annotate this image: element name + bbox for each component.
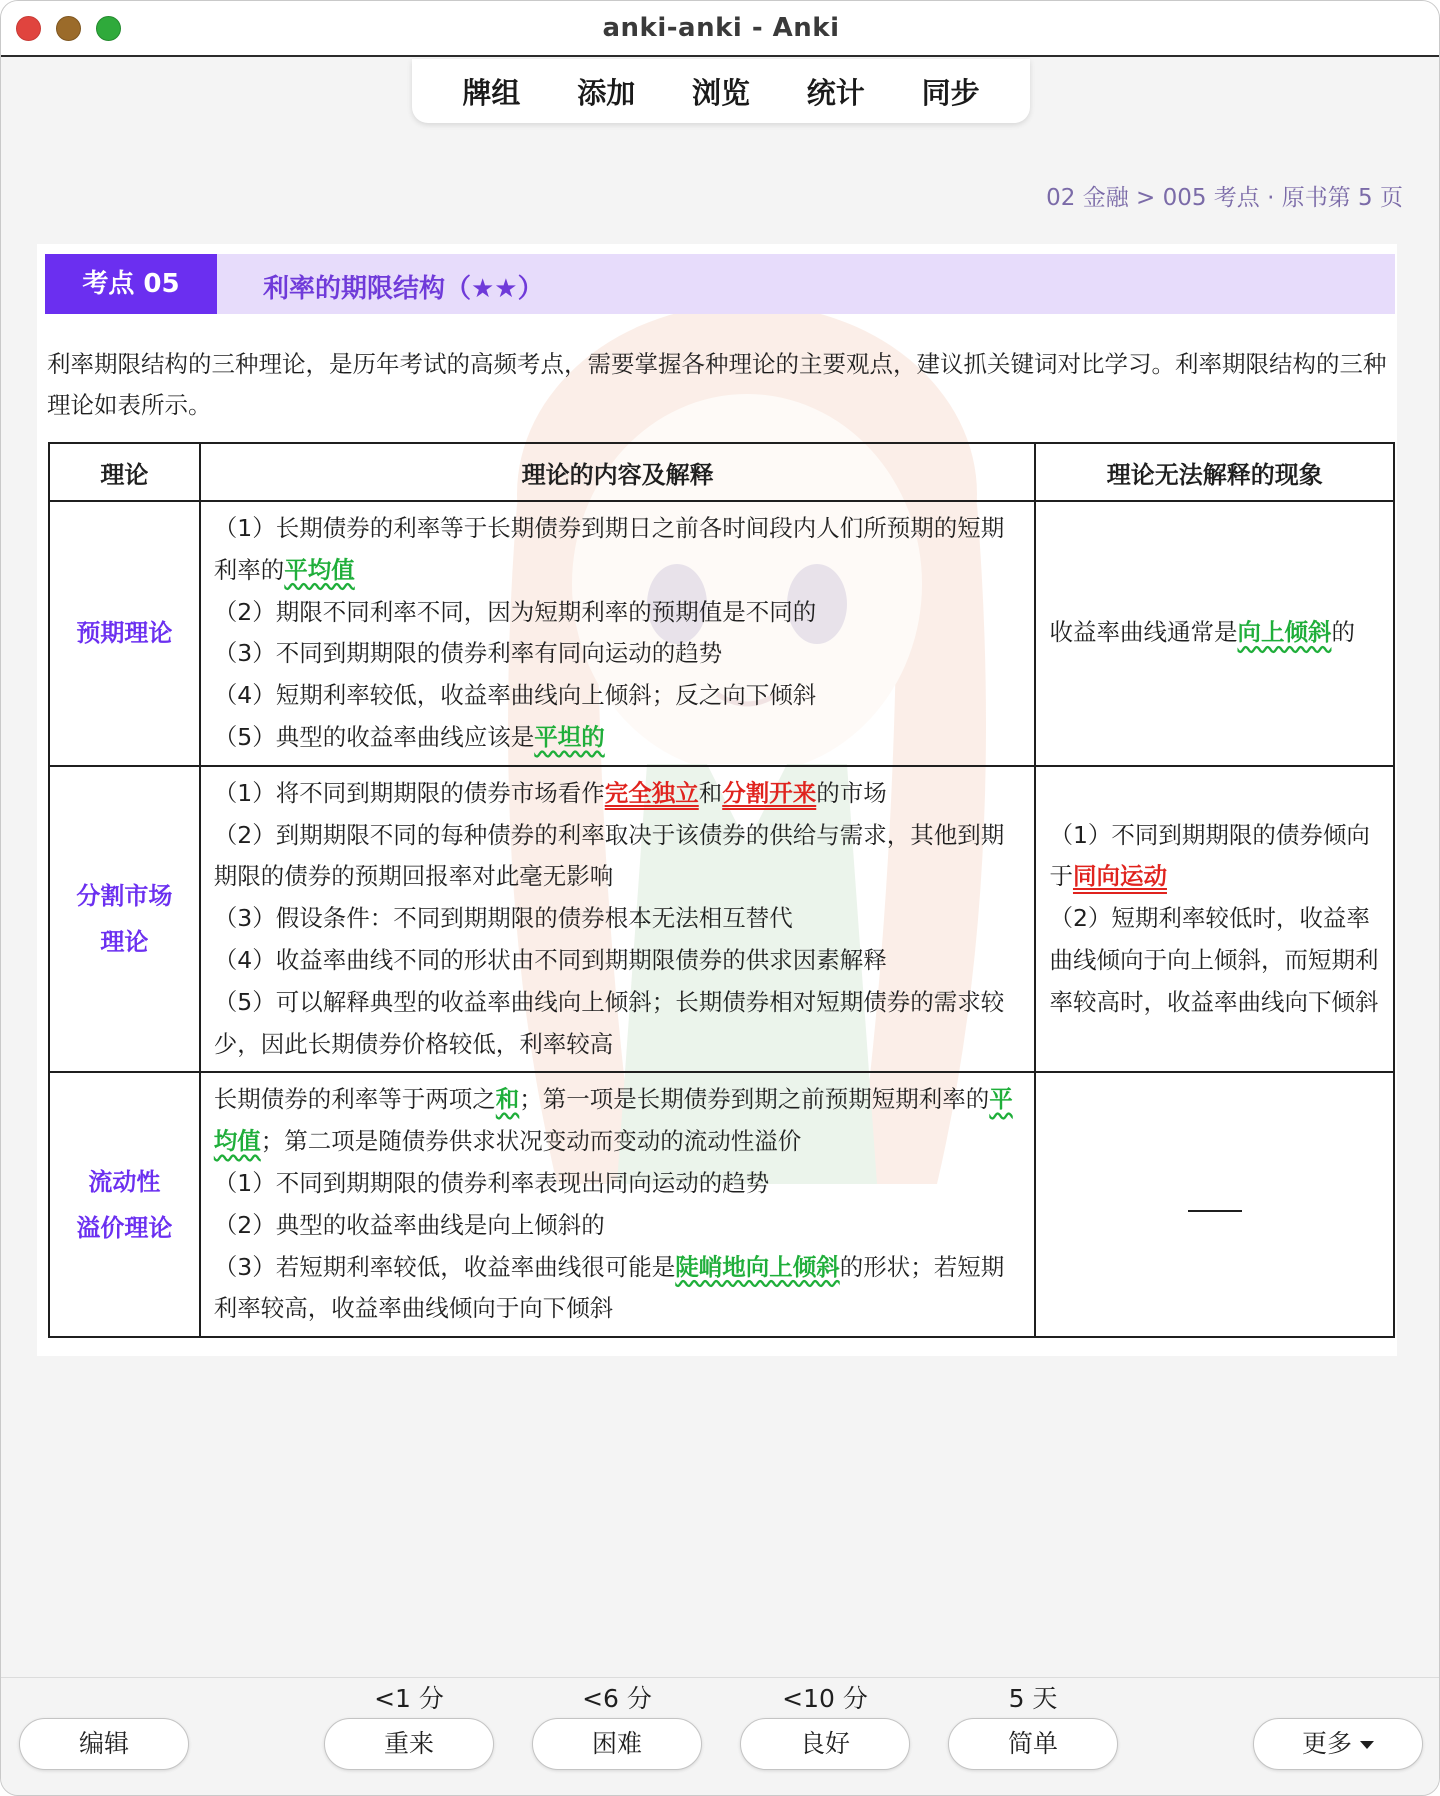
unexplained-phenomenon bbox=[1035, 766, 1394, 1073]
again-interval: <1 分 bbox=[374, 1684, 444, 1713]
theory-name: 分割市场 理论 bbox=[49, 766, 200, 1073]
keyword-highlight: 平均值 bbox=[213, 1085, 1013, 1156]
theory-table bbox=[48, 442, 1395, 1338]
keyword-highlight: 和 bbox=[495, 1085, 520, 1114]
column-header: 理论无法解释的现象 bbox=[1035, 443, 1394, 501]
easy-button[interactable]: 简单 bbox=[948, 1718, 1118, 1770]
column-header: 理论 bbox=[49, 443, 200, 501]
table-header-row bbox=[49, 443, 1394, 501]
table-row bbox=[49, 766, 1394, 1073]
hard-interval: <6 分 bbox=[582, 1684, 652, 1713]
content-line: （1）将不同到期期限的债券市场看作完全独立和分割开来的市场 bbox=[213, 778, 887, 807]
column-header: 理论的内容及解释 bbox=[200, 443, 1036, 501]
hard-button[interactable]: 困难 bbox=[532, 1718, 702, 1770]
content-line: （3）若短期利率较低，收益率曲线很可能是陡峭地向上倾斜的形状；若短期利率较高，收益率曲线倾向于向下倾斜 bbox=[213, 1252, 1005, 1323]
keyword-highlight: 同向运动 bbox=[1072, 862, 1167, 891]
content-line: （2）短期利率较低时，收益率曲线倾向于向上倾斜，而短期利率较高时，收益率曲线向下倾斜 bbox=[1049, 904, 1379, 1016]
breadcrumb: 02 金融 > 005 考点 · 原书第 5 页 bbox=[1046, 185, 1403, 211]
unexplained-phenomenon bbox=[1035, 1072, 1394, 1337]
menu-add[interactable]: 添加 bbox=[577, 75, 636, 110]
keyword-highlight: 陡峭地向上倾斜 bbox=[675, 1252, 840, 1281]
theory-content bbox=[200, 1072, 1036, 1337]
content-line: （1）长期债券的利率等于长期债券到期日之前各时间段内人们所预期的短期利率的平均值 bbox=[213, 514, 1005, 584]
content-line: （2）典型的收益率曲线是向上倾斜的 bbox=[213, 1210, 605, 1239]
good-button[interactable]: 良好 bbox=[740, 1718, 910, 1770]
menu-sync[interactable]: 同步 bbox=[921, 75, 980, 110]
title-bar bbox=[1, 1, 1440, 57]
review-card bbox=[37, 244, 1397, 1356]
content-line: （2）期限不同利率不同，因为短期利率的预期值是不同的 bbox=[213, 597, 817, 626]
edit-button[interactable]: 编辑 bbox=[19, 1718, 189, 1770]
topic-tag: 考点 05 bbox=[45, 254, 217, 314]
content-line: （1）不同到期期限的债券利率表现出同向运动的趋势 bbox=[213, 1168, 770, 1197]
content-line: （4）短期利率较低，收益率曲线向上倾斜；反之向下倾斜 bbox=[213, 681, 817, 710]
menu-stats[interactable]: 统计 bbox=[806, 75, 865, 110]
theory-name: 预期理论 bbox=[49, 501, 200, 766]
content-line: （4）收益率曲线不同的形状由不同到期期限债券的供求因素解释 bbox=[213, 945, 887, 974]
intro-paragraph: 利率期限结构的三种理论，是历年考试的高频考点，需要掌握各种理论的主要观点，建议抓关键词对比学习。利率期限结构的三种理论如表所示。 bbox=[47, 350, 1387, 419]
easy-interval: 5 天 bbox=[1008, 1684, 1058, 1713]
keyword-highlight: 分割开来 bbox=[722, 778, 817, 807]
content-line: （5）典型的收益率曲线应该是平坦的 bbox=[213, 722, 605, 751]
chevron-down-icon bbox=[1360, 1741, 1374, 1749]
top-menu bbox=[412, 59, 1030, 123]
keyword-highlight: 平坦的 bbox=[534, 722, 605, 751]
theory-content bbox=[200, 501, 1036, 766]
table-row bbox=[49, 501, 1394, 766]
good-interval: <10 分 bbox=[782, 1684, 868, 1713]
menu-browse[interactable]: 浏览 bbox=[691, 75, 750, 110]
menu-decks[interactable]: 牌组 bbox=[462, 75, 521, 110]
content-line: （3）不同到期期限的债券利率有同向运动的趋势 bbox=[213, 639, 723, 668]
keyword-highlight: 完全独立 bbox=[604, 778, 699, 807]
more-button[interactable]: 更多 bbox=[1253, 1718, 1423, 1770]
theory-content bbox=[200, 766, 1036, 1073]
topic-title: 利率的期限结构（★★） bbox=[263, 274, 544, 304]
content-line: （2）到期期限不同的每种债券的利率取决于该债券的供给与需求，其他到期期限的债券的预期回报率对此毫无影响 bbox=[213, 820, 1005, 891]
unexplained-phenomenon: 收益率曲线通常是向上倾斜的 bbox=[1035, 501, 1394, 766]
content-line: （5）可以解释典型的收益率曲线向上倾斜；长期债券相对短期债券的需求较少，因此长期债券价格较低，利率较高 bbox=[213, 987, 1005, 1058]
table-row bbox=[49, 1072, 1394, 1337]
keyword-highlight: 平均值 bbox=[284, 555, 355, 584]
again-button[interactable]: 重来 bbox=[324, 1718, 494, 1770]
content-line: （3）假设条件：不同到期期限的债券根本无法相互替代 bbox=[213, 904, 793, 933]
answer-bar bbox=[1, 1677, 1440, 1796]
dash-placeholder bbox=[1188, 1210, 1242, 1212]
window-title: anki-anki - Anki bbox=[602, 13, 840, 43]
content-line: 长期债券的利率等于两项之和；第一项是长期债券到期之前预期短期利率的平均值；第二项是随债券供求状况变动而变动的流动性溢价 bbox=[213, 1085, 1013, 1156]
keyword-highlight: 向上倾斜 bbox=[1237, 618, 1332, 647]
content-line: （1）不同到期期限的债券倾向于同向运动 bbox=[1049, 820, 1370, 891]
theory-name: 流动性 溢价理论 bbox=[49, 1072, 200, 1337]
topic-header bbox=[45, 254, 1395, 314]
